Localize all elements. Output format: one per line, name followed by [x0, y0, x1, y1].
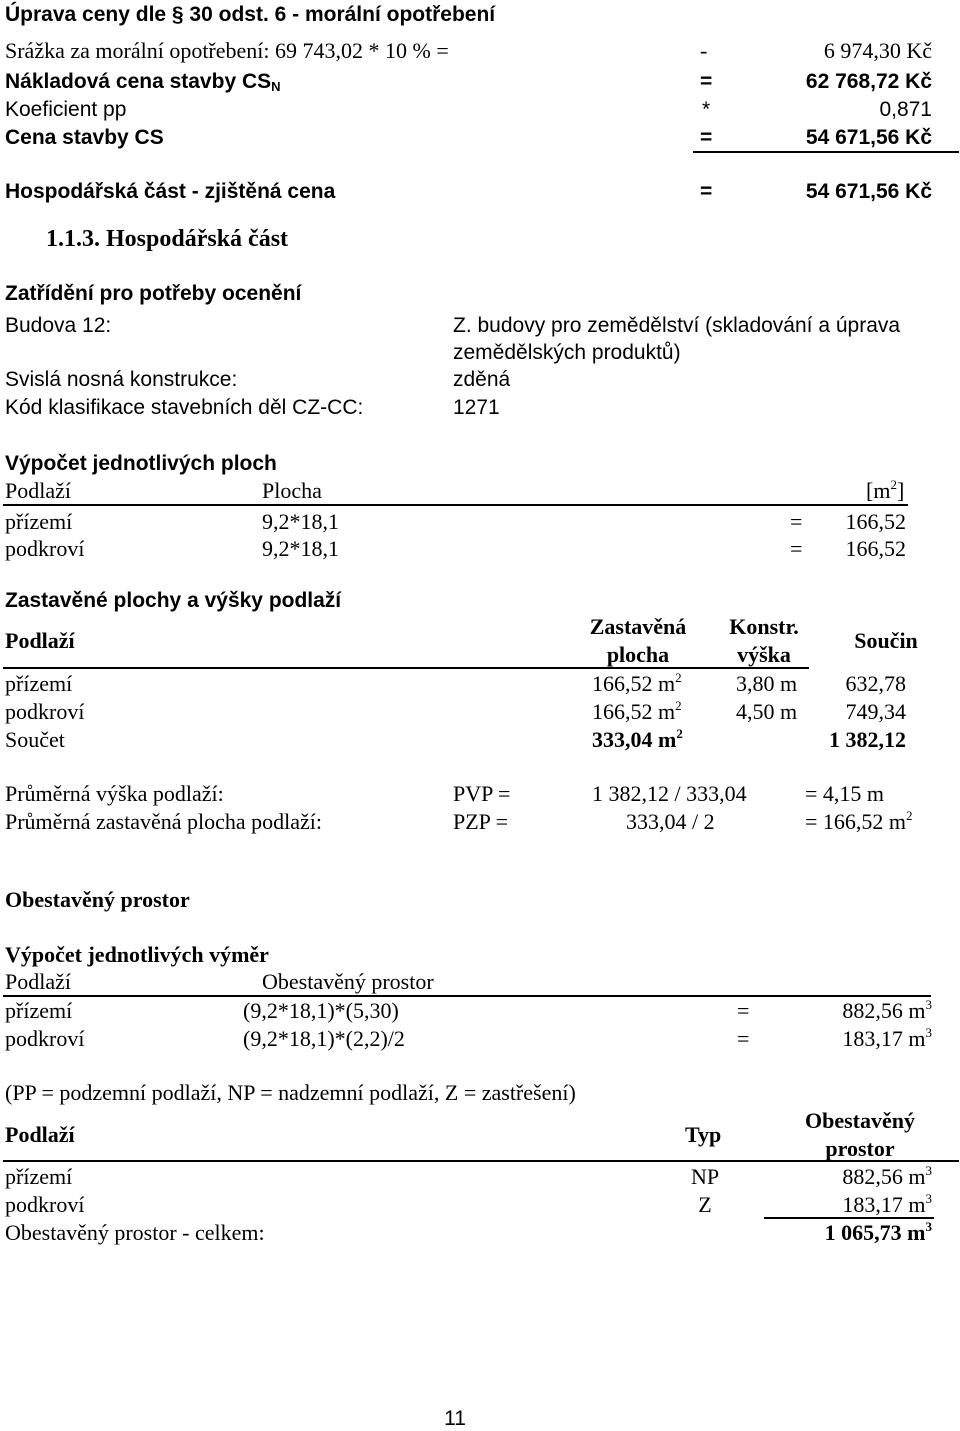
enclosed-header-floor: Podlaží — [5, 969, 71, 994]
areas-header-floor: Podlaží — [5, 478, 71, 503]
type-header-floor: Podlaží — [5, 1122, 75, 1147]
type-total-sup: 3 — [925, 1219, 932, 1234]
areas-row-op: = — [790, 509, 803, 534]
built-row-floor: podkroví — [5, 699, 85, 724]
type-row-type: NP — [690, 1164, 720, 1189]
enclosed-value-text: 882,56 m — [842, 998, 926, 1023]
built-header-area-2: plocha — [606, 642, 670, 667]
found-price-op: = — [700, 180, 713, 203]
built-area-text: 166,52 m — [592, 699, 676, 724]
avg-height-result: = 4,15 m — [805, 781, 885, 806]
enclosed-value-sup: 3 — [925, 1025, 932, 1040]
areas-row-value: 166,52 — [845, 509, 906, 534]
enclosed-calc-title: Výpočet jednotlivých výměr — [5, 942, 269, 967]
deduction-label: Srážka za morální opotřebení: 69 743,02 * 10 % = — [5, 38, 449, 63]
structure-value: zděná — [453, 368, 511, 391]
avg-area-label: Průměrná zastavěná plocha podlaží: — [5, 809, 323, 834]
building-price-op: = — [700, 126, 713, 149]
type-row-value — [780, 1164, 932, 1190]
type-row-type: Z — [698, 1192, 712, 1217]
building-value-line2: zemědělských produktů) — [453, 341, 681, 364]
type-header-space-2: prostor — [825, 1136, 895, 1161]
areas-row-floor: přízemí — [5, 509, 73, 534]
cost-price-label-sub: N — [271, 79, 281, 94]
built-header-product: Součin — [854, 628, 918, 653]
unit-close: ] — [896, 478, 905, 503]
section-title: Úprava ceny dle § 30 odst. 6 - morální opotřebení — [5, 3, 496, 26]
type-row-value — [780, 1192, 932, 1218]
type-row-floor: přízemí — [5, 1164, 73, 1189]
built-row-area — [592, 699, 682, 725]
built-header-floor: Podlaží — [5, 628, 75, 653]
built-sum-area — [592, 727, 683, 753]
enclosed-value-sup: 3 — [925, 997, 932, 1012]
enclosed-header-space: Obestavěný prostor — [262, 969, 434, 994]
built-sum-area-sup: 2 — [676, 726, 683, 741]
built-area-sup: 2 — [675, 698, 682, 713]
areas-header-area: Plocha — [262, 478, 322, 503]
classification-title: Zatřídění pro potřeby ocenění — [5, 282, 302, 305]
enclosed-row-value — [780, 1026, 932, 1052]
areas-row-formula: 9,2*18,1 — [262, 509, 339, 534]
enclosed-row-formula: (9,2*18,1)*(5,30) — [243, 998, 399, 1023]
enclosed-row-value — [780, 998, 932, 1024]
code-label: Kód klasifikace stavebních děl CZ-CC: — [5, 396, 364, 419]
divider — [693, 151, 959, 153]
avg-area-result-text: = 166,52 m — [805, 809, 907, 834]
built-row-area — [592, 671, 682, 697]
built-area-sup: 2 — [675, 670, 682, 685]
built-header-area-1: Zastavěná — [589, 614, 687, 639]
section-heading: 1.1.3. Hospodářská část — [46, 226, 289, 252]
type-value-text: 882,56 m — [842, 1164, 926, 1189]
cost-price-label — [5, 70, 281, 94]
built-sum-label: Součet — [5, 727, 65, 752]
built-row-product: 749,34 — [845, 699, 906, 724]
enclosed-row-op: = — [737, 1026, 750, 1051]
building-price-value: 54 671,56 Kč — [805, 126, 932, 149]
built-area-text: 166,52 m — [592, 671, 676, 696]
divider — [3, 995, 931, 997]
unit-text: [m — [866, 478, 891, 503]
divider — [764, 1217, 934, 1219]
areas-row-op: = — [790, 536, 803, 561]
legend-note: (PP = podzemní podlaží, NP = nadzemní podlaží, Z = zastřešení) — [5, 1080, 576, 1105]
areas-row-value: 166,52 — [845, 536, 906, 561]
type-row-floor: podkroví — [5, 1192, 85, 1217]
built-row-height: 3,80 m — [736, 671, 798, 696]
enclosed-title: Obestavěný prostor — [5, 887, 190, 912]
cost-price-label-text: Nákladová cena stavby CS — [5, 70, 272, 93]
deduction-op: - — [700, 38, 708, 63]
enclosed-row-floor: přízemí — [5, 998, 73, 1023]
enclosed-row-formula: (9,2*18,1)*(2,2)/2 — [243, 1026, 405, 1051]
built-sum-area-text: 333,04 m — [592, 727, 677, 752]
type-total-value — [760, 1220, 932, 1246]
type-header-type: Typ — [685, 1122, 722, 1147]
avg-height-abbr: PVP = — [453, 781, 511, 806]
avg-area-calc: 333,04 / 2 — [626, 809, 715, 834]
built-row-product: 632,78 — [845, 671, 906, 696]
cost-price-op: = — [700, 70, 713, 93]
type-value-text: 183,17 m — [842, 1192, 926, 1217]
type-value-sup: 3 — [925, 1191, 932, 1206]
built-row-floor: přízemí — [5, 671, 73, 696]
built-row-height: 4,50 m — [736, 699, 798, 724]
built-header-height-1: Konstr. — [729, 614, 799, 639]
building-value-line1: Z. budovy pro zemědělství (skladování a úprava — [453, 314, 901, 337]
areas-row-formula: 9,2*18,1 — [262, 536, 339, 561]
building-price-label: Cena stavby CS — [5, 126, 164, 149]
code-value: 1271 — [453, 396, 500, 419]
enclosed-value-text: 183,17 m — [842, 1026, 926, 1051]
building-label: Budova 12: — [5, 314, 112, 337]
areas-title: Výpočet jednotlivých ploch — [5, 452, 277, 475]
structure-label: Svislá nosná konstrukce: — [5, 368, 238, 391]
built-sum-product: 1 382,12 — [829, 727, 906, 752]
type-total-label: Obestavěný prostor - celkem: — [5, 1220, 265, 1245]
page-number: 11 — [444, 1407, 466, 1430]
divider — [3, 504, 908, 506]
type-header-space-1: Obestavěný — [805, 1108, 915, 1133]
avg-area-result-sup: 2 — [906, 808, 913, 823]
coefficient-value: 0,871 — [879, 98, 932, 121]
areas-header-unit — [866, 478, 904, 504]
avg-area-abbr: PZP = — [453, 809, 508, 834]
divider — [3, 1160, 959, 1162]
enclosed-row-op: = — [737, 998, 750, 1023]
type-total-text: 1 065,73 m — [824, 1220, 926, 1245]
unit-sup: 2 — [890, 477, 897, 492]
divider — [3, 667, 809, 669]
built-header-height-2: výška — [737, 642, 791, 667]
type-value-sup: 3 — [925, 1163, 932, 1178]
areas-row-floor: podkroví — [5, 536, 85, 561]
cost-price-value: 62 768,72 Kč — [805, 70, 932, 93]
enclosed-row-floor: podkroví — [5, 1026, 85, 1051]
deduction-value: 6 974,30 Kč — [823, 38, 932, 63]
found-price-label: Hospodářská část - zjištěná cena — [5, 180, 336, 203]
coefficient-label: Koeficient pp — [5, 98, 127, 121]
avg-height-label: Průměrná výška podlaží: — [5, 781, 224, 806]
coefficient-op: * — [702, 98, 711, 121]
avg-area-result — [805, 809, 913, 835]
built-areas-title: Zastavěné plochy a výšky podlaží — [5, 589, 342, 612]
avg-height-calc: 1 382,12 / 333,04 — [592, 781, 747, 806]
found-price-value: 54 671,56 Kč — [805, 180, 932, 203]
